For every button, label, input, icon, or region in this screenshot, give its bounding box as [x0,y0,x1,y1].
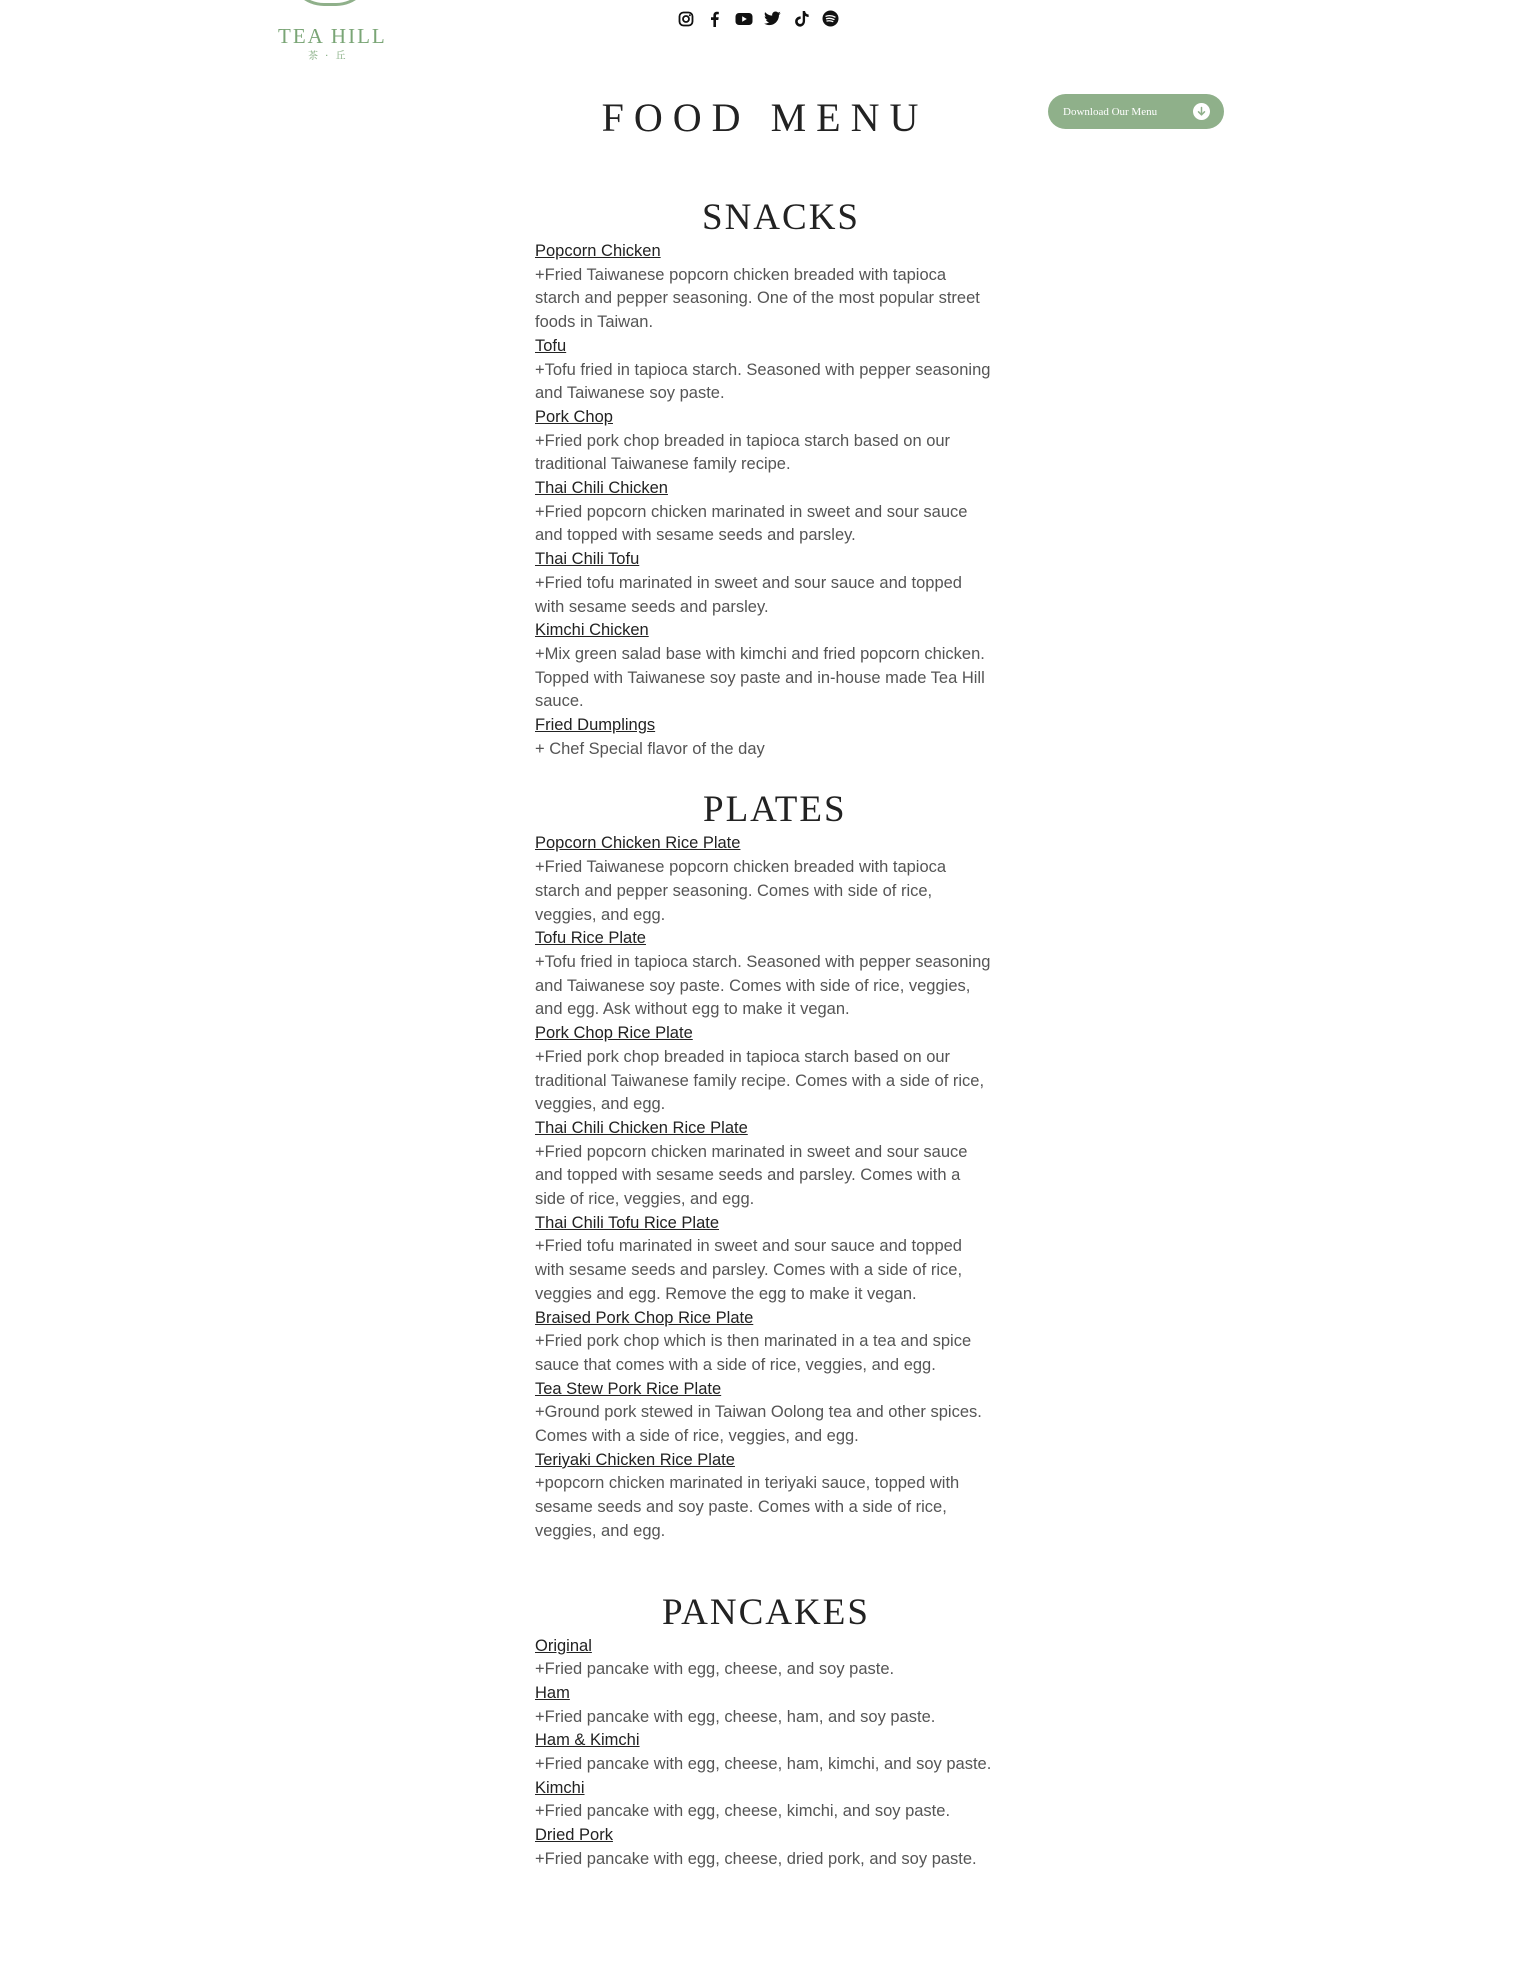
menu-section-snacks [535,196,995,761]
menu-item-name[interactable]: Pork Chop [535,407,613,426]
menu-item-description: +Fried Taiwanese popcorn chicken breaded with tapioca starch and pepper seasoning. Comes with side of rice, veggies, and egg. [535,858,947,924]
menu-item-description: +Fried pancake with egg, cheese, dried pork, and soy paste. [535,1849,977,1868]
menu-item-name[interactable]: Popcorn Chicken Rice Plate [535,834,741,853]
menu-item-description: +Ground pork stewed in Taiwan Oolong tea and other spices. Comes with a side of rice, veggies, and egg. [535,1403,982,1446]
twitter-icon[interactable] [763,9,782,28]
menu-item [535,1212,995,1307]
download-menu-label: Download Our Menu [1063,105,1158,118]
menu-item [535,406,995,477]
menu-content [535,196,995,1872]
menu-item-name[interactable]: Fried Dumplings [535,716,656,735]
menu-item-name[interactable]: Popcorn Chicken [535,242,661,260]
menu-item-description: +Mix green salad base with kimchi and fried popcorn chicken. Topped with Taiwanese soy paste and in-house made Tea Hill sauce. [535,644,985,711]
menu-item-description: +Fried pancake with egg, cheese, and soy paste. [535,1660,895,1679]
menu-item-description: +Fried tofu marinated in sweet and sour sauce and topped with sesame seeds and parsley. Comes with a side of rice, veggies and egg. Remove the egg to make it vegan. [535,1237,963,1303]
menu-item-name[interactable]: Tea Stew Pork Rice Plate [535,1379,722,1398]
menu-item-name[interactable]: Ham & Kimchi [535,1731,640,1750]
menu-item [535,619,995,714]
instagram-icon[interactable] [676,9,695,28]
menu-item [535,832,995,927]
menu-item-description: +Fried popcorn chicken marinated in sweet and sour sauce and topped with sesame seeds and parsley. Comes with a side of rice, veggies, and egg. [535,1142,968,1209]
section-title: PLATES [703,789,847,831]
menu-item-description: +Fried pork chop breaded in tapioca starch based on our traditional Taiwanese family recipe. Comes with a side of rice, veggies, and egg. [535,1047,985,1114]
menu-item-name[interactable]: Thai Chili Chicken Rice Plate [535,1118,748,1137]
menu-item-name[interactable]: Thai Chili Tofu [535,550,640,569]
menu-item-name[interactable]: Dried Pork [535,1826,613,1845]
menu-item [535,1635,995,1682]
menu-item [535,1729,995,1776]
page-title: FOOD MENU [601,95,929,140]
menu-item-name[interactable]: Ham [535,1683,570,1702]
menu-item-description: +Fried pancake with egg, cheese, kimchi, and soy paste. [535,1802,951,1821]
menu-item-name[interactable]: Thai Chili Tofu Rice Plate [535,1213,720,1232]
menu-item-name[interactable]: Original [535,1636,592,1655]
facebook-icon[interactable] [705,9,724,28]
menu-item-description: +Tofu fried in tapioca starch. Seasoned with pepper seasoning and Taiwanese soy paste. Comes with side of rice, veggies, and egg. Ask without egg to make it vegan. [535,952,991,1019]
menu-item-name[interactable]: Tofu [535,336,567,355]
logo-name: TEA HILL [278,24,387,48]
menu-item-description: +Fried Taiwanese popcorn chicken breaded with tapioca starch and pepper seasoning. One of the most popular street foods in Taiwan. [535,265,980,332]
menu-item-description: +Fried pancake with egg, cheese, ham, and soy paste. [535,1707,936,1726]
menu-item-description: + Chef Special flavor of the day [535,739,765,758]
menu-item-description: +Fried pork chop which is then marinated in a tea and spice sauce that comes with a side of rice, veggies, and egg. [535,1332,972,1374]
menu-item [535,927,995,1022]
menu-item-description: +popcorn chicken marinated in teriyaki sauce, topped with sesame seeds and soy paste. Comes with a side of rice, veggies, and egg. [535,1474,960,1540]
menu-item-name[interactable]: Kimchi [535,1778,585,1797]
menu-item-description: +Fried tofu marinated in sweet and sour sauce and topped with sesame seeds and parsley. [535,573,962,616]
menu-item [535,1824,995,1871]
menu-item [535,714,995,761]
menu-item [535,1378,995,1449]
menu-section-pancakes [535,1591,995,1872]
menu-item-name[interactable]: Thai Chili Chicken [535,479,668,498]
download-arrow-icon [1193,103,1210,120]
menu-item-description: +Tofu fried in tapioca starch. Seasoned with pepper seasoning and Taiwanese soy paste. [535,360,991,403]
social-bar [676,9,840,28]
menu-item [535,1117,995,1212]
menu-section-plates [535,788,995,1543]
menu-item [535,335,995,406]
menu-item-name[interactable]: Braised Pork Chop Rice Plate [535,1308,754,1327]
menu-item-name[interactable]: Teriyaki Chicken Rice Plate [535,1450,735,1469]
section-title: PANCAKES [662,1591,870,1633]
menu-item-description: +Fried popcorn chicken marinated in sweet and sour sauce and topped with sesame seeds and parsley. [535,502,968,545]
menu-item [535,1307,995,1378]
spotify-icon[interactable] [821,9,840,28]
menu-item [535,1449,995,1544]
menu-item-name[interactable]: Tofu Rice Plate [535,929,646,948]
menu-item [535,548,995,619]
section-title: SNACKS [702,197,860,238]
download-menu-button[interactable] [1048,94,1224,129]
menu-item [535,1682,995,1729]
menu-item-name[interactable]: Kimchi Chicken [535,621,649,640]
logo-subtitle: 茶 · 丘 [308,51,348,62]
logo-emblem [288,0,372,6]
menu-item [535,477,995,548]
menu-item-description: +Fried pork chop breaded in tapioca starch based on our traditional Taiwanese family recipe. [535,431,951,474]
menu-item-description: +Fried pancake with egg, cheese, ham, kimchi, and soy paste. [535,1755,992,1774]
tea-hill-logo[interactable] [270,0,390,60]
menu-item-name[interactable]: Pork Chop Rice Plate [535,1024,693,1043]
menu-item [535,1022,995,1117]
tiktok-icon[interactable] [792,9,811,28]
youtube-icon[interactable] [734,9,753,28]
menu-item [535,240,995,335]
menu-item [535,1777,995,1824]
